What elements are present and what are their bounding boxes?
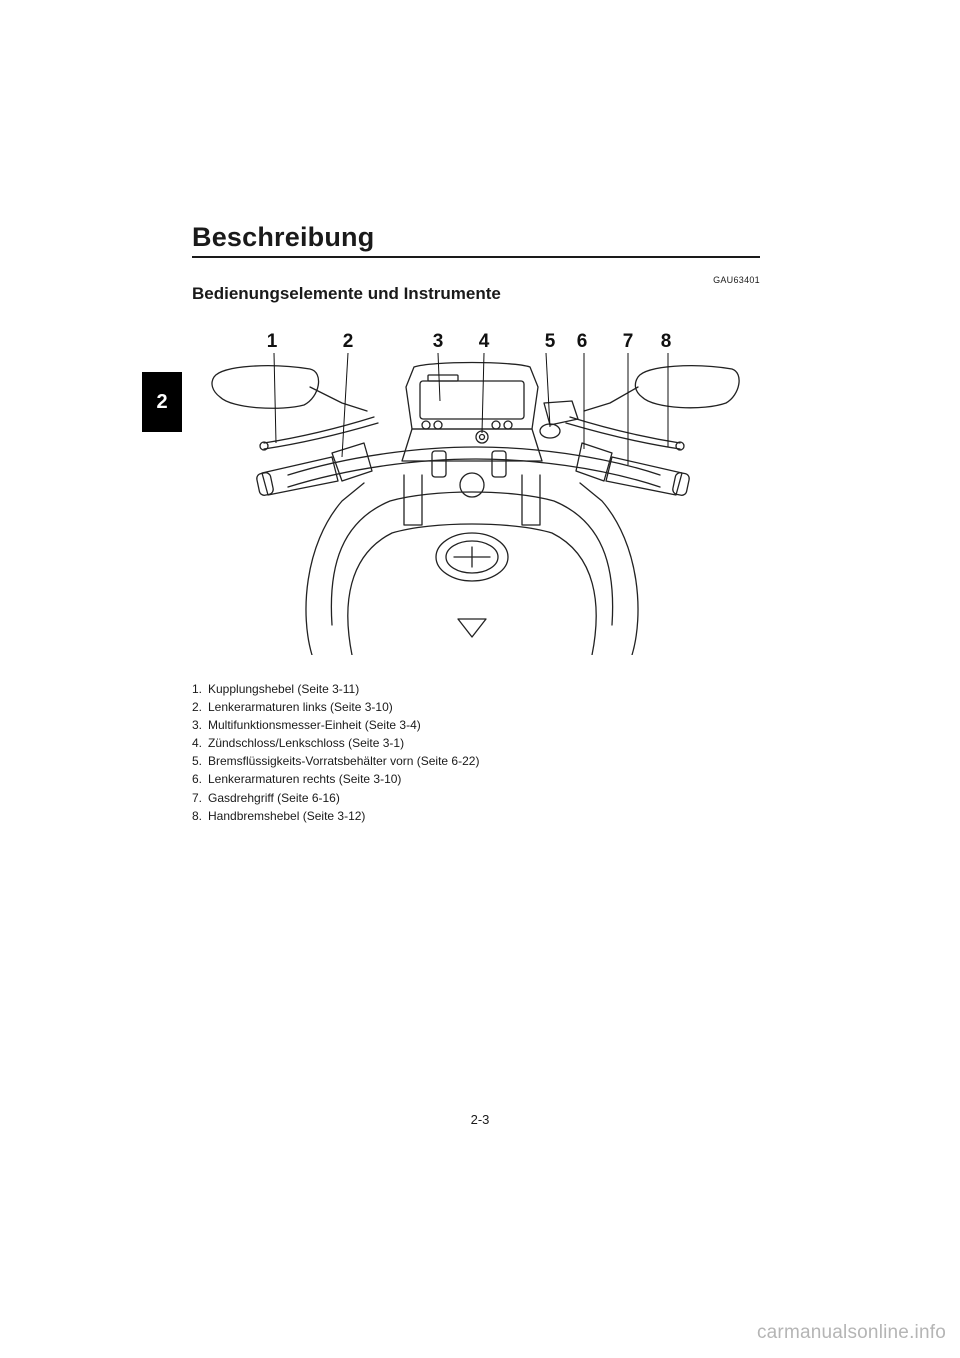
legend-item: 2. Lenkerarmaturen links (Seite 3-10) xyxy=(192,700,393,715)
legend-list xyxy=(192,680,479,825)
doc-code: GAU63401 xyxy=(713,275,760,285)
page-number: 2-3 xyxy=(470,1112,490,1127)
callout-5: 5 xyxy=(544,331,556,352)
callout-8: 8 xyxy=(660,331,672,352)
handlebar-diagram xyxy=(192,325,760,655)
callout-1: 1 xyxy=(266,331,278,352)
subsection-title: Bedienungselemente und Instrumente xyxy=(192,284,501,303)
title-rule xyxy=(192,256,760,258)
watermark[interactable]: carmanualsonline.info xyxy=(756,1322,946,1343)
callout-2: 2 xyxy=(342,331,354,352)
legend-item: 4. Zündschloss/Lenkschloss (Seite 3-1) xyxy=(192,736,405,751)
legend-item: 1. Kupplungshebel (Seite 3-11) xyxy=(192,682,360,696)
legend-item: 3. Multifunktionsmesser-Einheit (Seite 3-4) xyxy=(192,718,421,733)
legend-item: 5. Bremsflüssigkeits-Vorratsbehälter vorn (Seite 6-22) xyxy=(192,754,480,769)
callout-3: 3 xyxy=(432,331,444,352)
chapter-tab: 2 xyxy=(142,372,182,432)
section-title: Beschreibung xyxy=(192,222,375,252)
legend-item: 7. Gasdrehgriff (Seite 6-16) xyxy=(192,790,340,805)
callout-7: 7 xyxy=(622,331,634,352)
legend-item: 6. Lenkerarmaturen rechts (Seite 3-10) xyxy=(192,772,402,787)
callout-6: 6 xyxy=(576,331,588,352)
legend-item: 8. Handbremshebel (Seite 3-12) xyxy=(192,808,366,823)
callout-4: 4 xyxy=(478,331,490,352)
